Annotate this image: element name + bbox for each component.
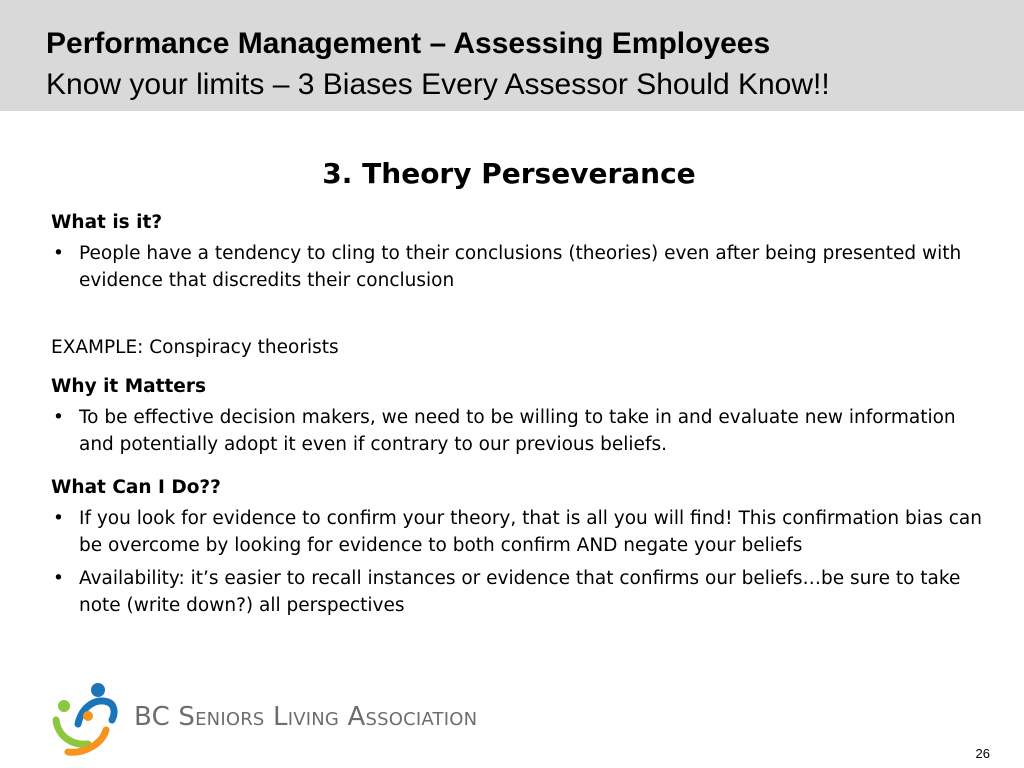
bullet-mark: • xyxy=(53,568,64,589)
bullet-item xyxy=(51,240,991,294)
bullet-item xyxy=(51,565,991,619)
bullet-text: Availability: it’s easier to recall instances or evidence that confirms our beliefs…be sure to take note (write down?) all perspectives xyxy=(79,568,961,616)
what-is-it-list xyxy=(51,240,991,294)
what-is-it-title: What is it? xyxy=(51,212,163,233)
header-band xyxy=(0,0,1024,111)
bullet-text: If you look for evidence to confirm your theory, that is all you will find! This confirmation bias can be overcome by looking for evidence to both confirm AND negate your beliefs xyxy=(79,508,982,556)
what-can-i-do-list xyxy=(51,505,991,619)
slide-subtitle: Know your limits – 3 Biases Every Assessor Should Know!! xyxy=(46,68,830,101)
example-text: EXAMPLE: Conspiracy theorists xyxy=(51,337,339,358)
why-it-matters-title: Why it Matters xyxy=(51,376,206,397)
slide-content xyxy=(51,209,991,625)
bullet-text: To be effective decision makers, we need to be willing to take in and evaluate new information and potentially adopt it even if contrary to our previous beliefs. xyxy=(79,407,956,455)
bcsla-logo-icon xyxy=(48,680,120,756)
organization-name: BC Seniors Living Association xyxy=(134,702,478,732)
bullet-text: People have a tendency to cling to their conclusions (theories) even after being presented with evidence that discredits their conclusion xyxy=(79,243,962,291)
slide-title: Performance Management – Assessing Employees xyxy=(46,27,771,60)
why-it-matters-list xyxy=(51,404,991,458)
bullet-mark: • xyxy=(53,508,64,529)
bullet-item xyxy=(51,404,991,458)
section-heading: 3. Theory Perseverance xyxy=(322,157,696,190)
page-number: 26 xyxy=(975,746,990,761)
bullet-item xyxy=(51,505,991,559)
bullet-mark: • xyxy=(53,407,64,428)
what-can-i-do-title: What Can I Do?? xyxy=(51,477,221,498)
bullet-mark: • xyxy=(53,243,64,264)
